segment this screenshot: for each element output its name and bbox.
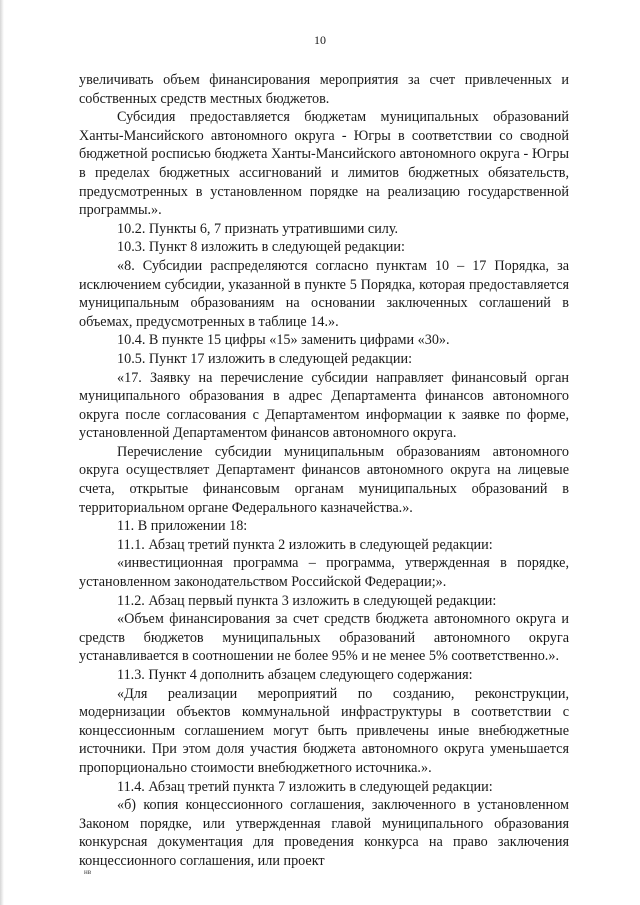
- paragraph-subsidy-budgets: Субсидия предоставляется бюджетам муниципальных образований Ханты-Мансийского автономного округа - Югры в соответствии со сводной бюджетной росписью бюджета Ханты-Мансийского автономного округа - Югры в пределах бюджетных ассигнований и лимитов бюджетных обязательств, предусмотренных в установленном порядке на реализацию государственной программы.».: [79, 109, 569, 219]
- paragraph-10-3: 10.3. Пункт 8 изложить в следующей редакции:: [117, 239, 405, 256]
- paragraph-investment-program: «инвестиционная программа – программа, утвержденная в порядке, установленном законодательством Российской Федерации;».: [79, 555, 569, 591]
- paragraph-11: 11. В приложении 18:: [117, 518, 248, 535]
- paragraph-10-2: 10.2. Пункты 6, 7 признать утратившими силу.: [117, 220, 399, 237]
- paragraph-item-8-text: «8. Субсидии распределяются согласно пунктам 10 – 17 Порядка, за исключением субсидии, указанной в пункте 5 Порядка, которая предоставляется муниципальным образованиям на основании заключенных соглашений в объемах, предусмотренных в таблице 14.».: [79, 257, 569, 330]
- paragraph-11-3: 11.3. Пункт 4 дополнить абзацем следующего содержания:: [117, 667, 473, 683]
- paragraph-extra-budget-sources: «Для реализации мероприятий по созданию, реконструкции, модернизации объектов коммунальной инфраструктуры в соответствии с концессионным соглашением могут быть привлечены иные внебюджетные источники. При этом доля участия бюджета автономного округа уменьшается пропорционально стоимости внебюджетного источника.».: [79, 685, 569, 776]
- paragraph-transfer-subsidy: Перечисление субсидии муниципальным образованиям автономного округа осуществляет Департамент финансов автономного округа на лицевые счета, открытые финансовым органам муниципальных образований в территориальном органе Федерального казначейства.».: [79, 443, 569, 516]
- paragraph-10-4: 10.4. В пункте 15 цифры «15» заменить цифрами «30».: [117, 332, 450, 349]
- paragraph-10-5: 10.5. Пункт 17 изложить в следующей редакции:: [117, 350, 413, 367]
- paragraph-11-2: 11.2. Абзац первый пункта 3 изложить в следующей редакции:: [117, 592, 497, 609]
- paragraph-financing-volume: «Объем финансирования за счет средств бюджета автономного округа и средств бюджетов муниципальных образований автономного округа устанавливается в соотношении не более 95% и не менее 5% соответственно.».: [79, 611, 569, 665]
- document-body: [79, 71, 569, 871]
- footer-mark: нв: [84, 868, 92, 876]
- paragraph-concession-copy: «б) копия концессионного соглашения, заключенного в установленном Законом порядке, или утвержденная главой муниципального образования конкурсная документация для проведения конкурса на право заключения концессионного соглашения, или проект: [79, 797, 569, 869]
- paragraph-item-17-text: «17. Заявку на перечисление субсидии направляет финансовый орган муниципального образования в адрес Департамента финансов автономного округа после согласования с Департаментом информации к заявке по форме, установленной Департаментом финансов автономного округа.: [79, 369, 569, 442]
- paragraph-11-4: 11.4. Абзац третий пункта 7 изложить в следующей редакции:: [117, 778, 493, 795]
- page-number: 10: [314, 33, 326, 47]
- paragraph-continuation: увеличивать объем финансирования мероприятия за счет привлеченных и собственных средств местных бюджетов.: [79, 72, 569, 107]
- paragraph-11-1: 11.1. Абзац третий пункта 2 изложить в следующей редакции:: [117, 536, 493, 553]
- scan-edge-shadow: [0, 0, 4, 905]
